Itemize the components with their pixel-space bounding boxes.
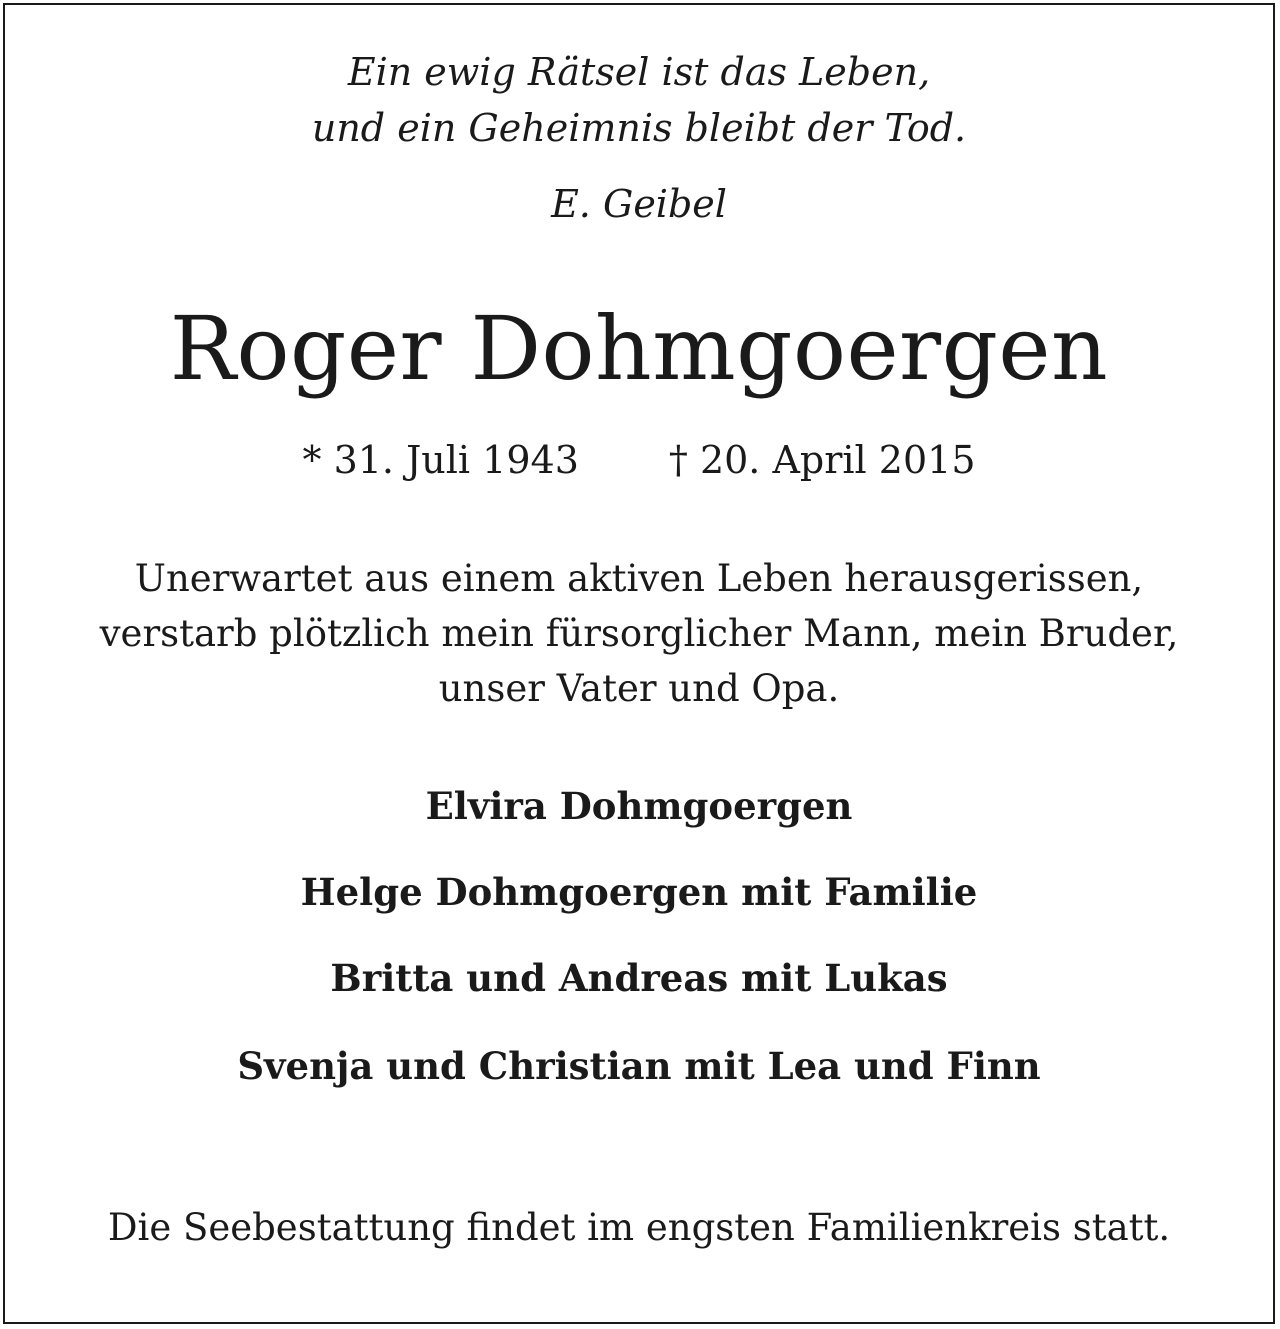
mourner-name: Britta und Andreas mit Lukas [330, 956, 948, 1000]
birth-date: * 31. Juli 1943 [302, 438, 579, 482]
mourner-name: Svenja und Christian mit Lea und Finn [237, 1044, 1041, 1088]
message-line-2: verstarb plötzlich mein fürsorglicher Mann, mein Bruder, [99, 612, 1179, 655]
burial-notice: Die Seebestattung findet im engsten Familienkreis statt. [107, 1206, 1171, 1249]
quote-line-2: und ein Geheimnis bleibt der Tod. [311, 106, 967, 150]
death-date: † 20. April 2015 [668, 438, 976, 482]
message-line-1: Unerwartet aus einem aktiven Leben herausgerissen, [134, 557, 1144, 600]
life-dates [5, 438, 1273, 482]
obituary-notice [3, 3, 1275, 1324]
message-line-3: unser Vater und Opa. [438, 667, 840, 710]
quote-author: E. Geibel [551, 182, 727, 226]
quote-line-1: Ein ewig Rätsel ist das Leben, [347, 50, 931, 94]
mourner-name: Elvira Dohmgoergen [425, 784, 853, 828]
deceased-name: Roger Dohmgoergen [169, 297, 1109, 400]
mourner-name: Helge Dohmgoergen mit Familie [300, 870, 978, 914]
